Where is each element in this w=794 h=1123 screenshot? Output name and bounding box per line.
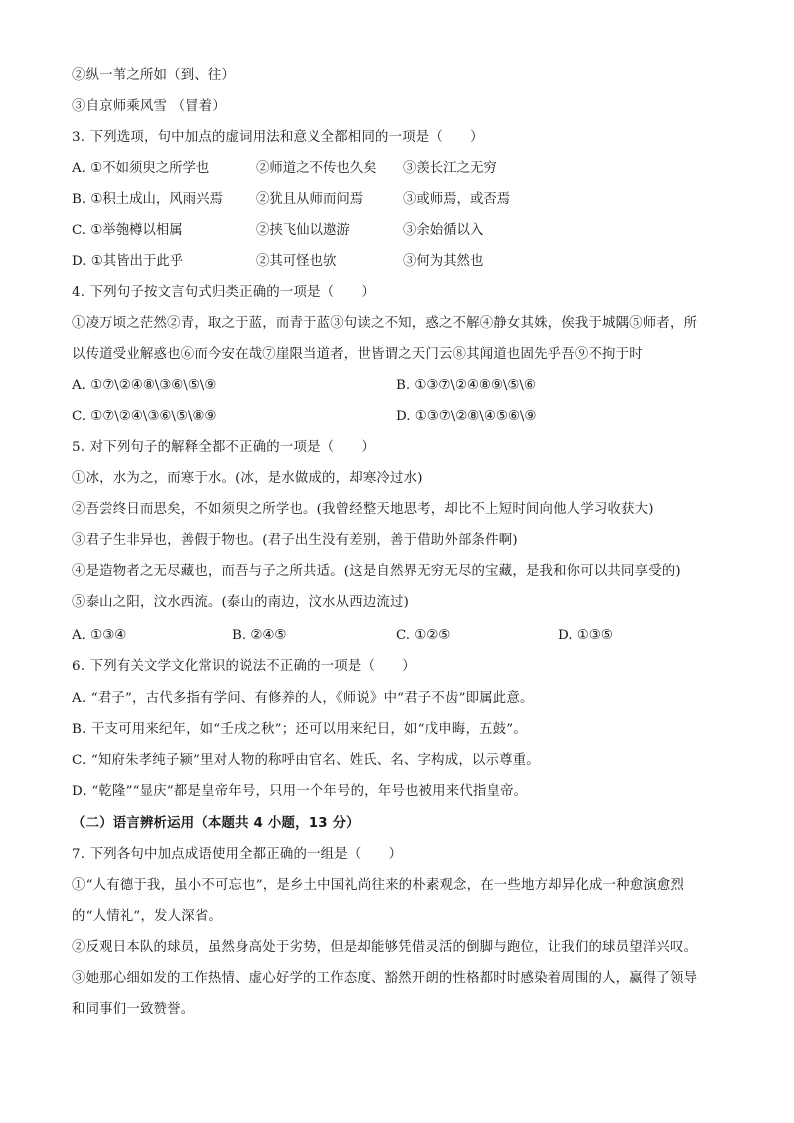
option-c: C. ①②⑤ — [396, 628, 451, 643]
question-7-item-cont: 和同事们一致赞誉。 — [72, 1002, 195, 1017]
question-7-item-cont: 的“人情礼”，发人深省。 — [72, 909, 222, 924]
question-5-item: ①冰，水为之，而寒于水。(冰，是水做成的，却寒冷过水) — [72, 471, 423, 486]
question-5-stem: 5. 对下列句子的解释全都不正确的一项是（ ） — [72, 440, 376, 455]
option-d: D. ①③⑦\②⑧\④⑤⑥\⑨ — [396, 409, 537, 424]
option-a: A. ①③④ — [72, 628, 127, 643]
option-c: C. ①⑦\②④\③⑥\⑤\⑧⑨ — [72, 409, 217, 424]
option-part: ③何为其然也 — [403, 254, 484, 269]
option-part: ③羡长江之无穷 — [403, 161, 497, 176]
question-6-option-a: A. “君子”，古代多指有学问、有修养的人，《师说》中“君子不齿”即属此意。 — [72, 691, 534, 706]
question-4-sentences: 以传道受业解惑也⑥而今安在哉⑦崖限当道者，世皆谓之天门云⑧其闻道也固先乎吾⑨不拘于时 — [72, 347, 643, 362]
question-3-stem: 3. 下列选项，句中加点的虚词用法和意义全都相同的一项是（ ） — [72, 130, 484, 145]
option-part: ②挟飞仙以遨游 — [256, 223, 350, 238]
option-part: ②其可怪也欤 — [256, 254, 337, 269]
question-7-item: ②反观日本队的球员，虽然身高处于劣势，但是却能够凭借灵活的倒脚与跑位，让我们的球员望洋兴叹。 — [72, 940, 698, 955]
question-5-item: ⑤泰山之阳，汶水西流。(泰山的南边，汶水从西边流过) — [72, 595, 410, 610]
text-line: ③自京师乘风雪 （冒着） — [72, 99, 226, 114]
option-part: B. ①积土成山，风雨兴焉 — [72, 192, 223, 207]
question-6-stem: 6. 下列有关文学文化常识的说法不正确的一项是（ ） — [72, 659, 416, 674]
option-part: ②犹且从师而问焉 — [256, 192, 364, 207]
option-d: D. ①③⑤ — [558, 628, 613, 643]
option-a: A. ①⑦\②④⑧\③⑥\⑤\⑨ — [72, 378, 217, 393]
question-5-item: ③君子生非异也，善假于物也。(君子出生没有差别，善于借助外部条件啊) — [72, 533, 518, 548]
option-b: B. ②④⑤ — [232, 628, 287, 643]
option-part: ②师道之不传也久矣 — [256, 161, 377, 176]
option-part: ③或师焉，或否焉 — [403, 192, 511, 207]
question-4-sentences: ①凌万顷之茫然②青，取之于蓝，而青于蓝③句读之不知，惑之不解④静女其姝，俟我于城隅⑤师者，所 — [72, 316, 698, 331]
option-b: B. ①③⑦\②④⑧⑨\⑤\⑥ — [396, 378, 536, 393]
question-7-stem: 7. 下列各句中加点成语使用全都正确的一组是（ ） — [72, 847, 403, 862]
question-6-option-b: B. 干支可用来纪年，如“壬戌之秋”；还可以用来纪日，如“戊申晦，五鼓”。 — [72, 722, 527, 737]
question-7-item: ③她那心细如发的工作热情、虚心好学的工作态度、豁然开朗的性格都时时感染着周围的人，赢得了领导 — [72, 971, 698, 986]
question-4-stem: 4. 下列句子按文言句式归类正确的一项是（ ） — [72, 285, 376, 300]
text-line: ②纵一苇之所如（到、往） — [72, 68, 236, 83]
option-part: ③余始循以入 — [403, 223, 484, 238]
question-6-option-d: D. “乾隆”“显庆”都是皇帝年号，只用一个年号的，年号也被用来代指皇帝。 — [72, 784, 528, 799]
question-5-item: ④是造物者之无尽藏也，而吾与子之所共适。(这是自然界无穷无尽的宝藏，是我和你可以共同享受的) — [72, 564, 681, 579]
option-part: C. ①举匏樽以相属 — [72, 223, 183, 238]
question-7-item: ①“人有德于我，虽小不可忘也”，是乡土中国礼尚往来的朴素观念，在一些地方却异化成一种愈演愈烈 — [72, 878, 685, 893]
option-part: D. ①其皆出于此乎 — [72, 254, 184, 269]
question-6-option-c: C. “知府朱孝纯子颍”里对人物的称呼由官名、姓氏、名、字构成，以示尊重。 — [72, 753, 540, 768]
section-heading: （二）语言辨析运用（本题共 4 小题，13 分） — [72, 816, 360, 831]
question-5-item: ②吾尝终日而思矣，不如须臾之所学也。(我曾经整天地思考，却比不上短时间向他人学习收获大) — [72, 502, 654, 517]
option-part: A. ①不如须臾之所学也 — [72, 161, 210, 176]
